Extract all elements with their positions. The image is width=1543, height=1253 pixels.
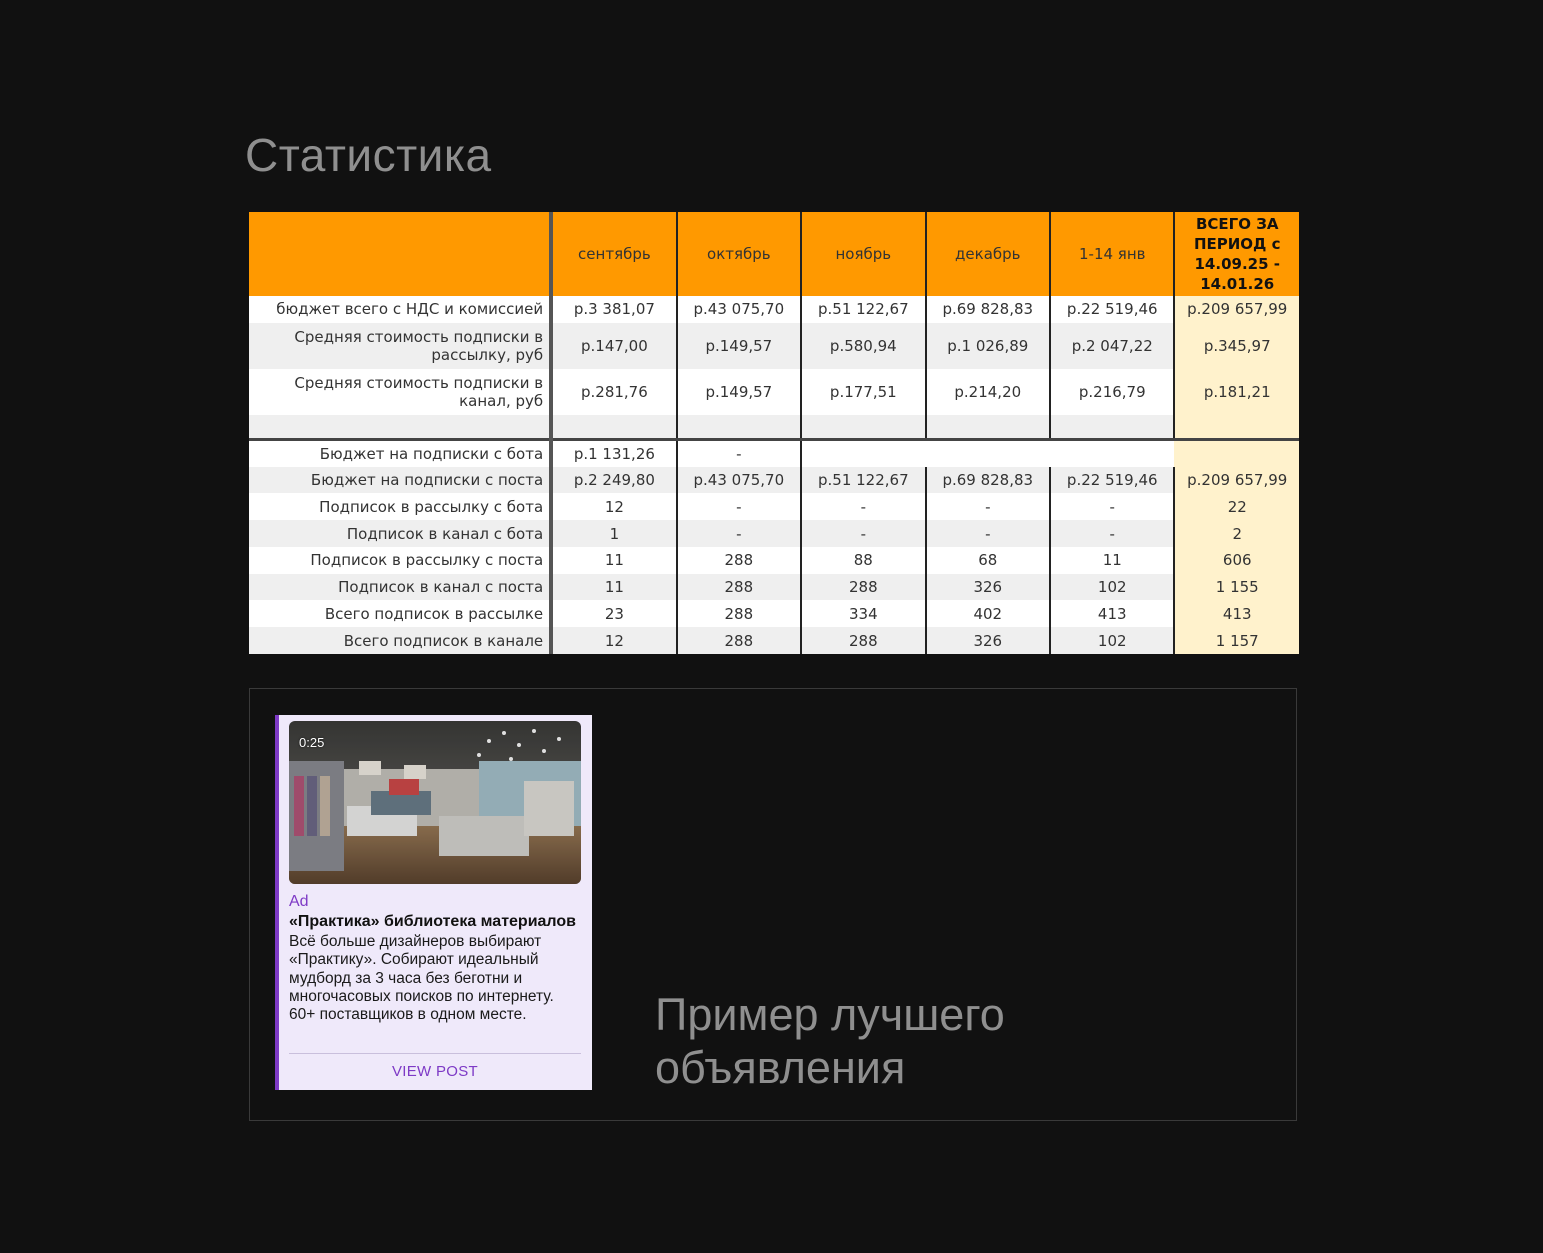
total-cell: [1174, 440, 1299, 467]
table-cell: -: [677, 493, 801, 520]
table-header-cell: ноябрь: [801, 212, 925, 296]
row-label: бюджет всего с НДС и комиссией: [249, 296, 551, 323]
total-cell: р.209 657,99: [1174, 296, 1299, 323]
table-row: [249, 627, 1299, 654]
table-cell: р.216,79: [1050, 369, 1174, 415]
table-cell: р.22 519,46: [1050, 296, 1174, 323]
table-cell: р.22 519,46: [1050, 467, 1174, 494]
table-cell: 402: [926, 600, 1050, 627]
table-cell: 413: [1050, 600, 1174, 627]
table-cell: 288: [677, 600, 801, 627]
table-cell: р.149,57: [677, 323, 801, 369]
table-cell: р.51 122,67: [801, 296, 925, 323]
table-cell: -: [926, 493, 1050, 520]
ad-title: «Практика» библиотека материалов: [289, 913, 576, 930]
table-row: [249, 369, 1299, 415]
row-label: Всего подписок в канале: [249, 627, 551, 654]
total-cell: р.181,21: [1174, 369, 1299, 415]
table-cell: р.147,00: [551, 323, 676, 369]
table-row: [249, 415, 1299, 440]
table-cell: р.177,51: [801, 369, 925, 415]
total-cell: р.345,97: [1174, 323, 1299, 369]
table-cell: 288: [677, 547, 801, 574]
table-cell: 334: [801, 600, 925, 627]
table-header-total: ВСЕГО ЗА ПЕРИОД с 14.09.25 - 14.01.26: [1174, 212, 1299, 296]
row-label: Средняя стоимость подписки в канал, руб: [249, 369, 551, 415]
row-label: Подписок в рассылку с бота: [249, 493, 551, 520]
table-cell: 288: [801, 574, 925, 601]
ad-body-text: Всё больше дизайнеров выбирают «Практику». Собирают идеальный мудборд за 3 часа без беготни и многочасовых поисков по интернету. 60+ поставщиков в одном месте.: [289, 933, 554, 1024]
ad-video-thumbnail[interactable]: [289, 721, 581, 884]
table-cell: 11: [551, 547, 676, 574]
table-cell: [1050, 440, 1174, 467]
table-cell: -: [677, 440, 801, 467]
video-duration: 0:25: [299, 735, 325, 750]
table-cell: -: [926, 520, 1050, 547]
table-cell: р.1 131,26: [551, 440, 676, 467]
table-cell: 102: [1050, 574, 1174, 601]
table-cell: 23: [551, 600, 676, 627]
table-cell: 288: [677, 627, 801, 654]
table-cell: -: [1050, 520, 1174, 547]
table-cell: 288: [801, 627, 925, 654]
table-cell: р.281,76: [551, 369, 676, 415]
table-cell: р.2 249,80: [551, 467, 676, 494]
table-header-cell: [249, 212, 551, 296]
table-cell: 12: [551, 627, 676, 654]
row-label: Бюджет на подписки с поста: [249, 467, 551, 494]
row-label: Бюджет на подписки с бота: [249, 440, 551, 467]
table-cell: 88: [801, 547, 925, 574]
table-cell: р.3 381,07: [551, 296, 676, 323]
table-cell: р.43 075,70: [677, 296, 801, 323]
row-label: [249, 415, 551, 440]
table-cell: [801, 440, 925, 467]
table-row: [249, 574, 1299, 601]
table-cell: -: [677, 520, 801, 547]
table-cell: р.149,57: [677, 369, 801, 415]
table-cell: 12: [551, 493, 676, 520]
table-cell: 102: [1050, 627, 1174, 654]
table-header-cell: октябрь: [677, 212, 801, 296]
ad-label: Ad: [289, 893, 309, 910]
view-post-button[interactable]: VIEW POST: [391, 1063, 479, 1080]
total-cell: 22: [1174, 493, 1299, 520]
table-cell: р.214,20: [926, 369, 1050, 415]
table-cell: -: [1050, 493, 1174, 520]
total-cell: 1 155: [1174, 574, 1299, 601]
row-label: Подписок в канал с бота: [249, 520, 551, 547]
table-row: [249, 467, 1299, 494]
page-title: Статистика: [245, 129, 492, 181]
table-cell: 326: [926, 627, 1050, 654]
table-row: [249, 440, 1299, 467]
table-cell: р.51 122,67: [801, 467, 925, 494]
table-cell: р.2 047,22: [1050, 323, 1174, 369]
table-cell: 11: [551, 574, 676, 601]
table-cell: р.1 026,89: [926, 323, 1050, 369]
table-cell: 68: [926, 547, 1050, 574]
total-cell: 1 157: [1174, 627, 1299, 654]
table-cell: р.43 075,70: [677, 467, 801, 494]
table-cell: р.69 828,83: [926, 296, 1050, 323]
row-label: Подписок в канал с поста: [249, 574, 551, 601]
table-cell: р.69 828,83: [926, 467, 1050, 494]
table-row: [249, 520, 1299, 547]
table-cell: [926, 440, 1050, 467]
table-cell: [551, 415, 676, 440]
table-header-row: [249, 212, 1299, 296]
table-header-cell: сентябрь: [551, 212, 676, 296]
statistics-table: [249, 212, 1299, 654]
table-body: [249, 296, 1299, 654]
row-label: Всего подписок в рассылке: [249, 600, 551, 627]
total-cell: [1174, 415, 1299, 440]
table-row: [249, 493, 1299, 520]
table-cell: [801, 415, 925, 440]
table-cell: -: [801, 520, 925, 547]
total-cell: 606: [1174, 547, 1299, 574]
total-cell: р.209 657,99: [1174, 467, 1299, 494]
table-cell: 11: [1050, 547, 1174, 574]
ad-caption: Пример лучшего объявления: [655, 989, 1005, 1093]
showroom-photo: [289, 721, 581, 884]
table-cell: [677, 415, 801, 440]
table-row: [249, 600, 1299, 627]
table-cell: 1: [551, 520, 676, 547]
table-cell: -: [801, 493, 925, 520]
total-cell: 413: [1174, 600, 1299, 627]
table-cell: [1050, 415, 1174, 440]
row-label: Средняя стоимость подписки в рассылку, руб: [249, 323, 551, 369]
ad-divider: [289, 1053, 581, 1054]
table-cell: р.580,94: [801, 323, 925, 369]
table-header-cell: 1-14 янв: [1050, 212, 1174, 296]
table-cell: 288: [677, 574, 801, 601]
table-row: [249, 323, 1299, 369]
total-cell: 2: [1174, 520, 1299, 547]
table-row: [249, 296, 1299, 323]
table-row: [249, 547, 1299, 574]
table-cell: [926, 415, 1050, 440]
row-label: Подписок в рассылку с поста: [249, 547, 551, 574]
ad-card[interactable]: [275, 715, 592, 1090]
table-header-cell: декабрь: [926, 212, 1050, 296]
table-cell: 326: [926, 574, 1050, 601]
